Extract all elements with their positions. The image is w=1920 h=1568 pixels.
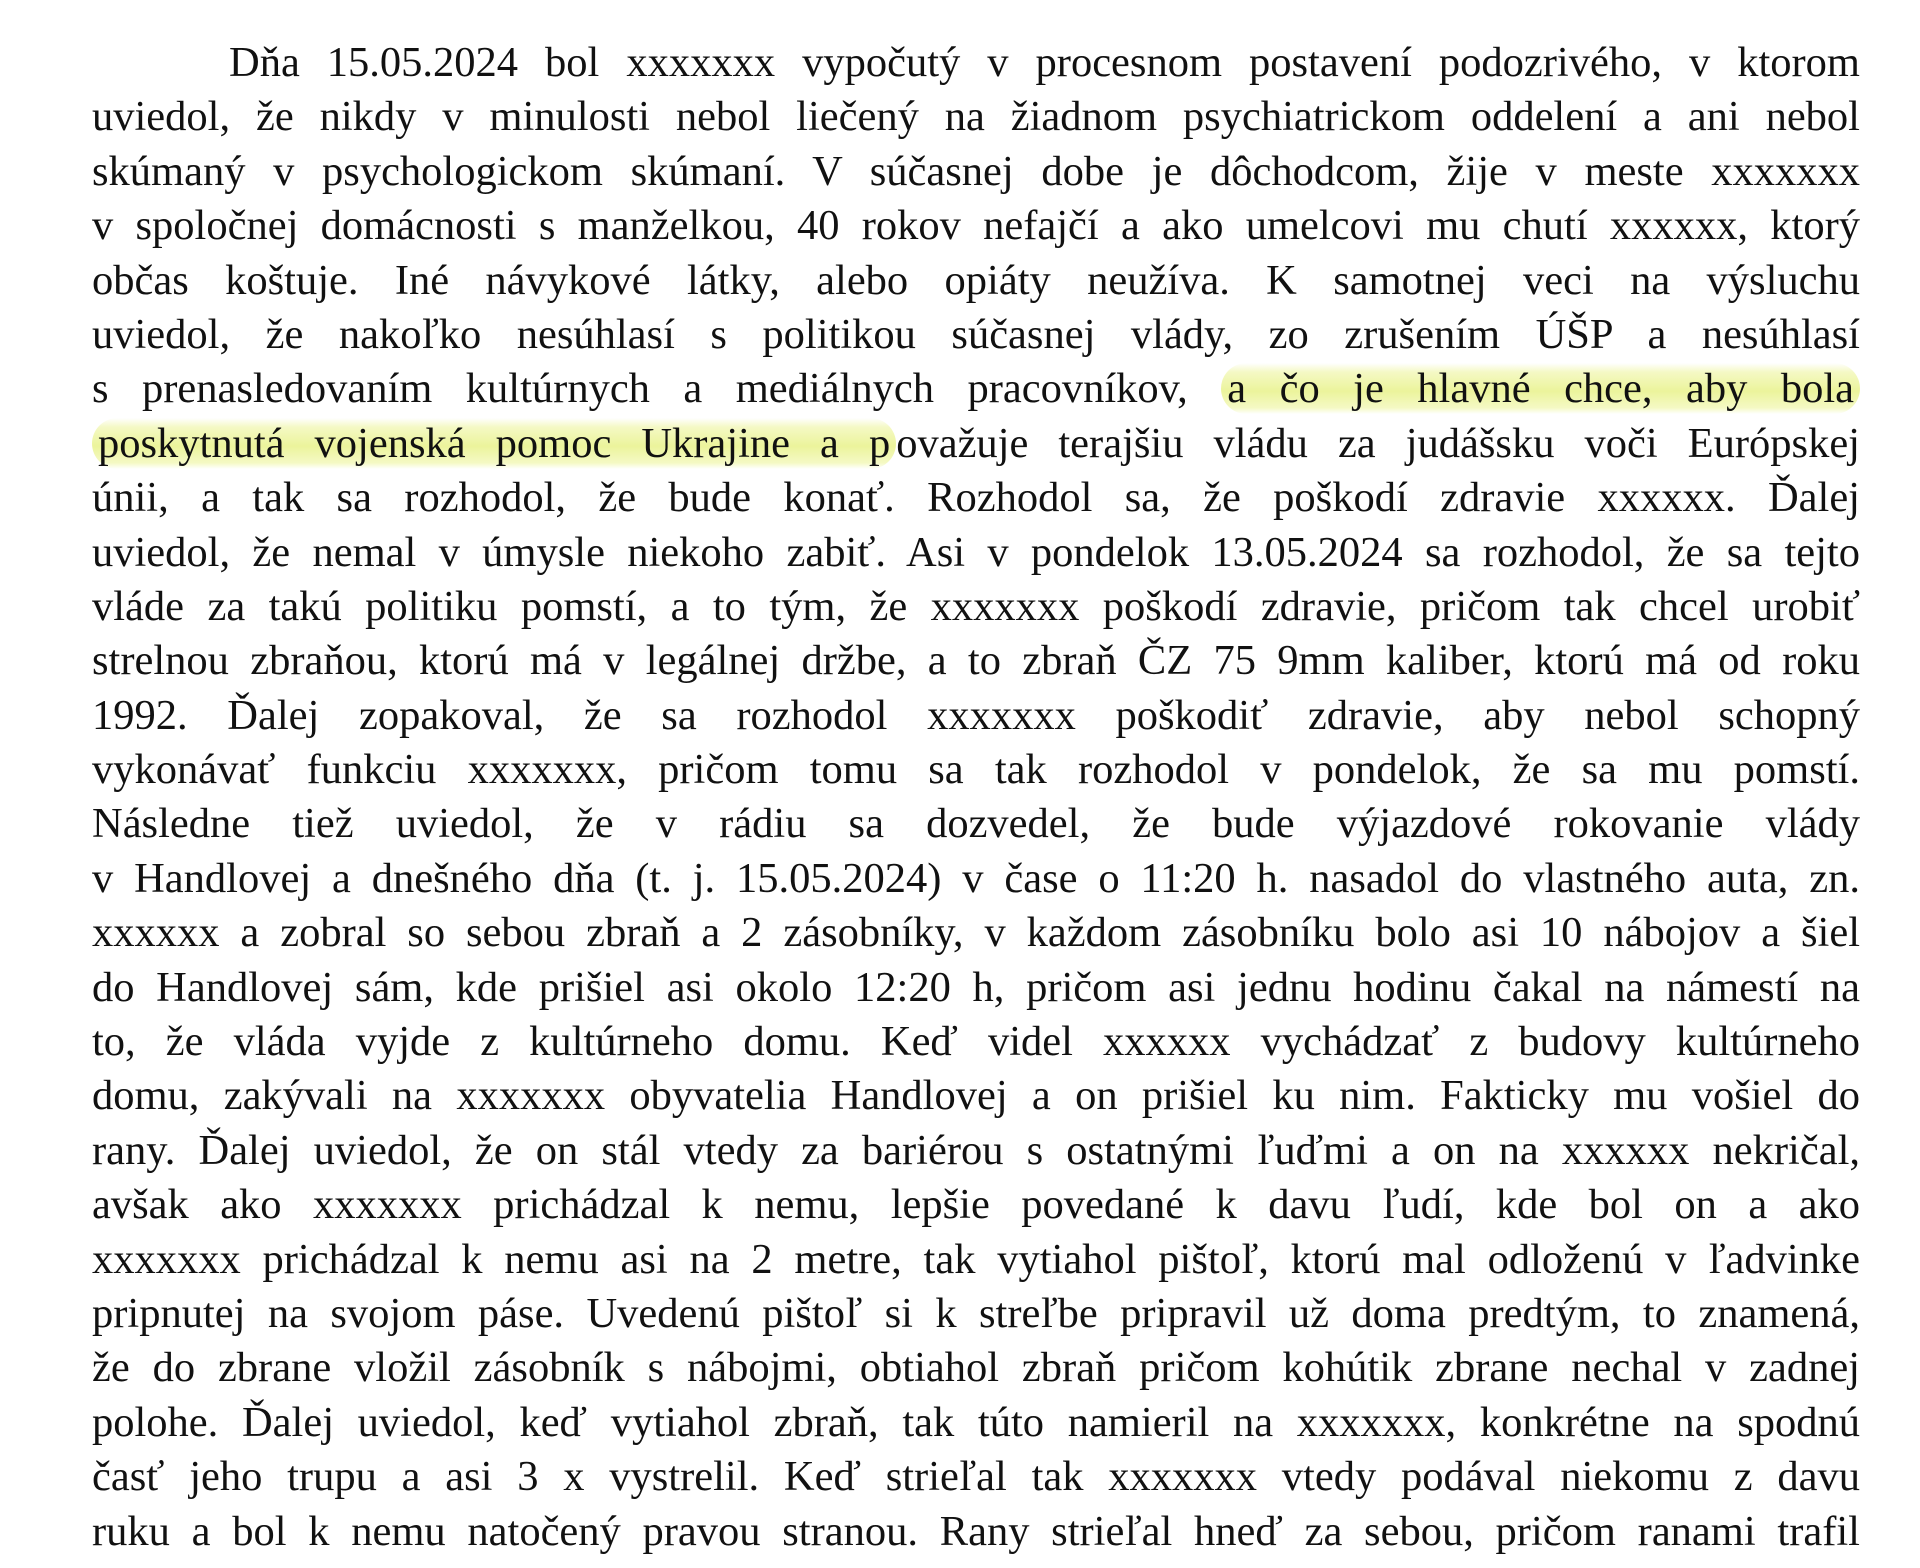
text-line: časť jeho trupu a asi 3 x vystrelil. Keď strieľal tak xxxxxxx vtedy podával niekomu z davu <box>92 1453 1860 1501</box>
text-line: to, že vláda vyjde z kultúrneho domu. Keď videl xxxxxx vychádzať z budovy kultúrneho <box>92 1018 1860 1066</box>
text-line: občas koštuje. Iné návykové látky, alebo opiáty neužíva. K samotnej veci na výsluchu <box>92 256 1860 304</box>
text-line: vláde za takú politiku pomstí, a to tým, že xxxxxxx poškodí zdravie, pričom tak chcel urobiť <box>92 582 1860 630</box>
text-line-highlighted <box>92 417 1860 471</box>
text-line: v spoločnej domácnosti s manželkou, 40 rokov nefajčí a ako umelcovi mu chutí xxxxxx, ktorý <box>92 202 1860 250</box>
text-line: únii, a tak sa rozhodol, že bude konať. Rozhodol sa, že poškodí zdravie xxxxxx. Ďalej <box>92 474 1860 522</box>
text-line: pripnutej na svojom páse. Uvedenú pištoľ si k streľbe pripravil už doma predtým, to znamená, <box>92 1289 1860 1337</box>
text-line: ruku a bol k nemu natočený pravou stranou. Rany strieľal hneď za sebou, pričom ranami trafil <box>92 1507 1860 1555</box>
text-line: xxxxxxx prichádzal k nemu asi na 2 metre, tak vytiahol pištoľ, ktorú mal odloženú v ľadvinke <box>92 1235 1860 1283</box>
text-segment: ovažuje terajšiu vládu za judášsku voči Európskej <box>896 419 1860 467</box>
text-line: avšak ako xxxxxxx prichádzal k nemu, lepšie povedané k davu ľudí, kde bol on a ako <box>92 1181 1860 1229</box>
text-line-highlighted <box>92 362 1860 416</box>
text-line: strelnou zbraňou, ktorú má v legálnej držbe, a to zbraň ČZ 75 9mm kaliber, ktorú má od roku <box>92 637 1860 685</box>
text-line: uviedol, že nakoľko nesúhlasí s politikou súčasnej vlády, zo zrušením ÚŠP a nesúhlasí <box>92 310 1860 358</box>
text-line: vykonávať funkciu xxxxxxx, pričom tomu sa tak rozhodol v pondelok, že sa mu pomstí. <box>92 746 1860 794</box>
text-line: rany. Ďalej uviedol, že on stál vtedy za bariérou s ostatnými ľuďmi a on na xxxxxx nekričal, <box>92 1126 1860 1174</box>
text-line: do Handlovej sám, kde prišiel asi okolo 12:20 h, pričom asi jednu hodinu čakal na námestí na <box>92 963 1860 1011</box>
text-line: uviedol, že nemal v úmysle niekoho zabiť. Asi v pondelok 13.05.2024 sa rozhodol, že sa tejto <box>92 528 1860 576</box>
text-segment: s prenasledovaním kultúrnych a mediálnych pracovníkov, <box>92 365 1222 413</box>
text-line: skúmaný v psychologickom skúmaní. V súčasnej dobe je dôchodcom, žije v meste xxxxxxx <box>92 147 1860 195</box>
document-paragraph <box>92 36 1860 1559</box>
text-line: xxxxxx a zobral so sebou zbraň a 2 zásobníky, v každom zásobníku bolo asi 10 nábojov a šiel <box>92 909 1860 957</box>
text-line: Dňa 15.05.2024 bol xxxxxxx vypočutý v procesnom postavení podozrivého, v ktorom <box>229 39 1860 86</box>
text-line: že do zbrane vložil zásobník s nábojmi, obtiahol zbraň pričom kohútik zbrane nechal v zadnej <box>92 1344 1860 1392</box>
highlighted-text: a čo je hlavné chce, aby bola <box>1221 363 1860 414</box>
text-line: polohe. Ďalej uviedol, keď vytiahol zbraň, tak túto namieril na xxxxxxx, konkrétne na spodnú <box>92 1398 1860 1446</box>
text-line: domu, zakývali na xxxxxxx obyvatelia Handlovej a on prišiel ku nim. Fakticky mu vošiel do <box>92 1072 1860 1120</box>
text-line: uviedol, že nikdy v minulosti nebol liečený na žiadnom psychiatrickom oddelení a ani nebol <box>92 93 1860 141</box>
text-line: Následne tiež uviedol, že v rádiu sa dozvedel, že bude výjazdové rokovanie vlády <box>92 800 1860 848</box>
text-line: v Handlovej a dnešného dňa (t. j. 15.05.2024) v čase o 11:20 h. nasadol do vlastného auta, zn. <box>92 854 1860 902</box>
highlighted-text: poskytnutá vojenská pomoc Ukrajine a p <box>92 418 896 469</box>
text-line: 1992. Ďalej zopakoval, že sa rozhodol xxxxxxx poškodiť zdravie, aby nebol schopný <box>92 691 1860 739</box>
